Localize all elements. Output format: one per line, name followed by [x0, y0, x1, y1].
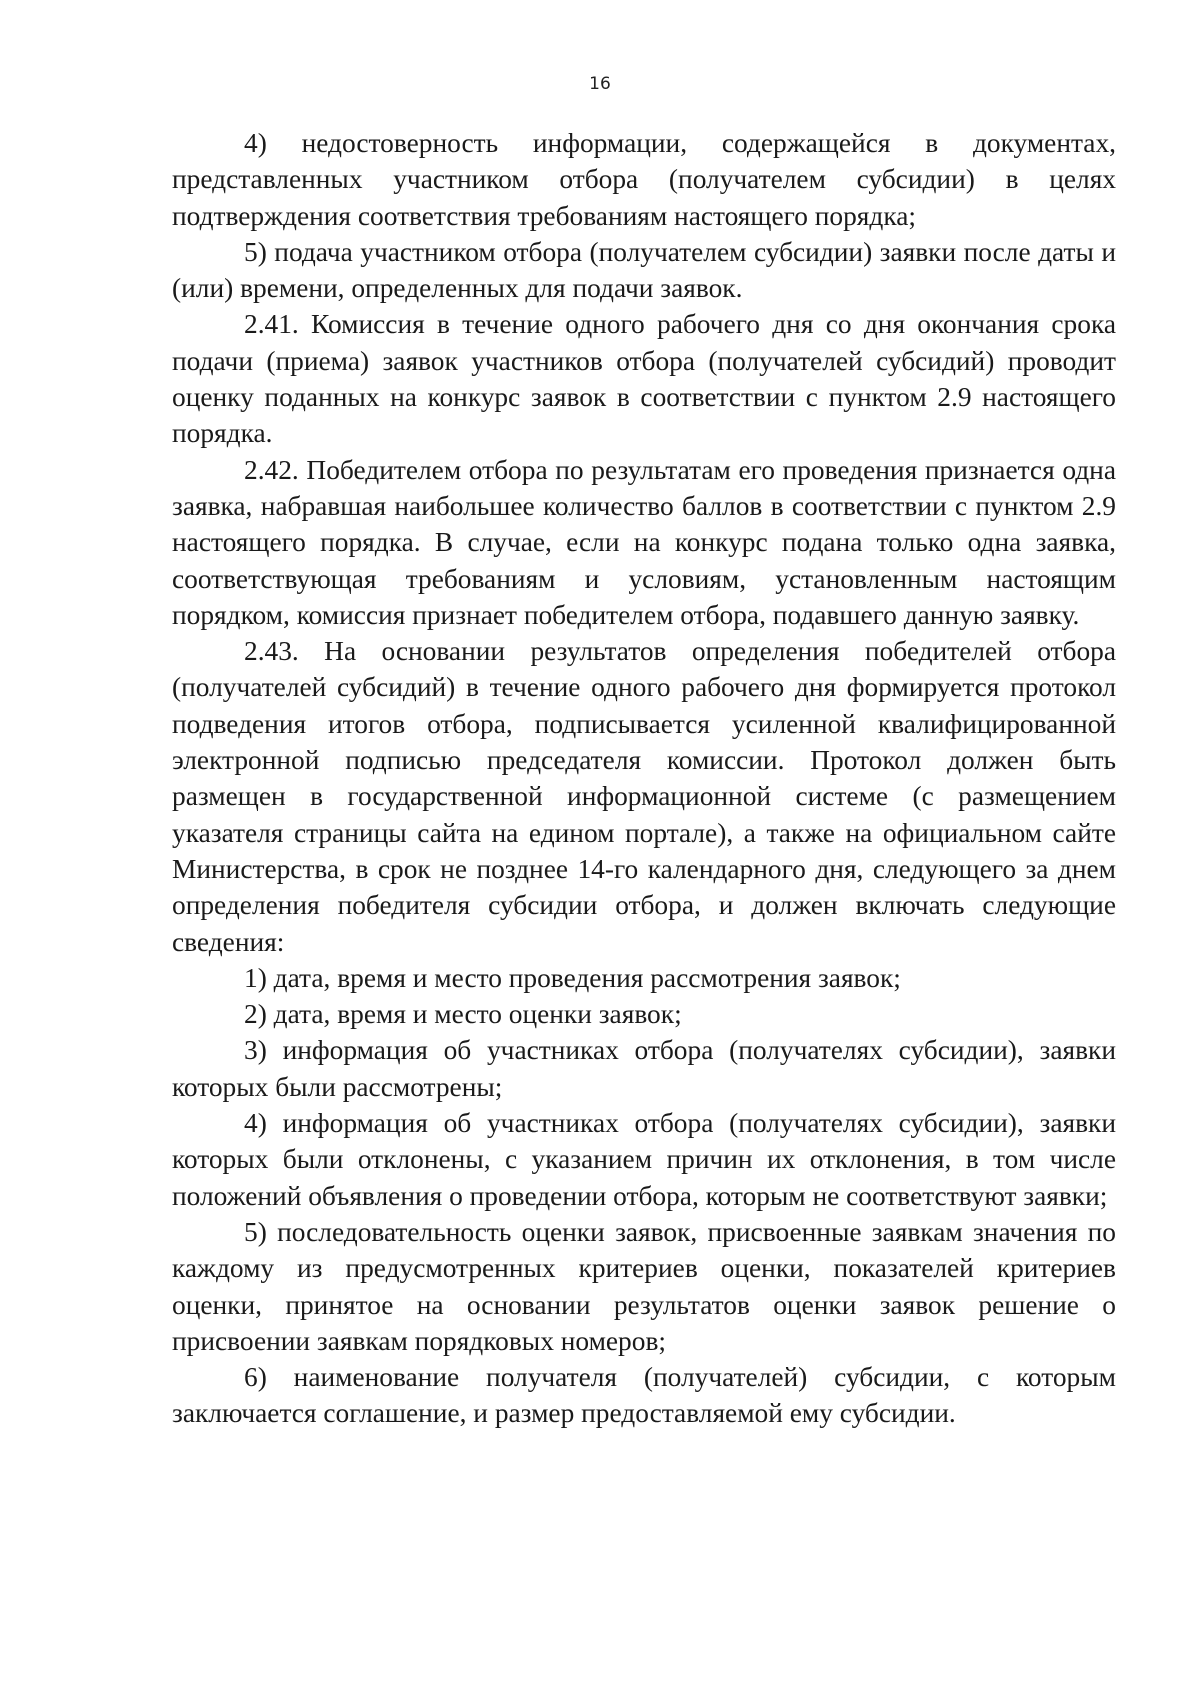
- paragraph-item-5-late-submission: 5) подача участником отбора (получателем субсидии) заявки после даты и (или) времени, определенных для подачи заявок.: [172, 236, 1116, 304]
- paragraph-2-42: 2.42. Победителем отбора по результатам его проведения признается одна заявка, набравшая наибольшее количество баллов в соответствии с пунктом 2.9 настоящего порядка. В случае, если на конкурс подана только одна заявка, соответствующая требованиям и условиям, установленным настоящим порядком, комиссия признает победителем отбора, подавшего данную заявку.: [172, 454, 1116, 630]
- paragraph-2-41: 2.41. Комиссия в течение одного рабочего дня со дня окончания срока подачи (приема) заявок участников отбора (получателей субсидий) проводит оценку поданных на конкурс заявок в соответствии с пунктом 2.9 настоящего порядка.: [172, 309, 1116, 449]
- paragraph-2-43: 2.43. На основании результатов определения победителей отбора (получателей субсидий) в течение одного рабочего дня формируется протокол подведения итогов отбора, подписывается усиленной квалифицированной электронной подписью председателя комиссии. Протокол должен быть размещен в государственной информационной системе (с размещением указателя страницы сайта на едином портале), а также на официальном сайте Министерства, в срок не позднее 14-го календарного дня, следующего за днем определения победителя субсидии отбора, и должен включать следующие сведения:: [172, 636, 1116, 957]
- protocol-item-1: 1) дата, время и место проведения рассмотрения заявок;: [244, 962, 901, 993]
- protocol-item-4: 4) информация об участниках отбора (получателях субсидии), заявки которых были отклонены, с указанием причин их отклонения, в том числе положений объявления о проведении отбора, которым не соответствуют заявки;: [172, 1108, 1116, 1211]
- protocol-item-2: 2) дата, время и место оценки заявок;: [244, 999, 682, 1030]
- document-body: [172, 125, 1116, 1432]
- protocol-item-5: 5) последовательность оценки заявок, присвоенные заявкам значения по каждому из предусмотренных критериев оценки, показателей критериев оценки, принятое на основании результатов оценки заявок решение о присвоении заявкам порядковых номеров;: [172, 1216, 1116, 1356]
- paragraph-item-4-unreliable-info: 4) недостоверность информации, содержащейся в документах, представленных участником отбора (получателем субсидии) в целях подтверждения соответствия требованиям настоящего порядка;: [172, 128, 1116, 231]
- protocol-item-3: 3) информация об участниках отбора (получателях субсидии), заявки которых были рассмотрены;: [172, 1035, 1116, 1102]
- protocol-item-6: 6) наименование получателя (получателей) субсидии, с которым заключается соглашение, и размер предоставляемой ему субсидии.: [172, 1362, 1116, 1429]
- page-number: 16: [589, 74, 611, 94]
